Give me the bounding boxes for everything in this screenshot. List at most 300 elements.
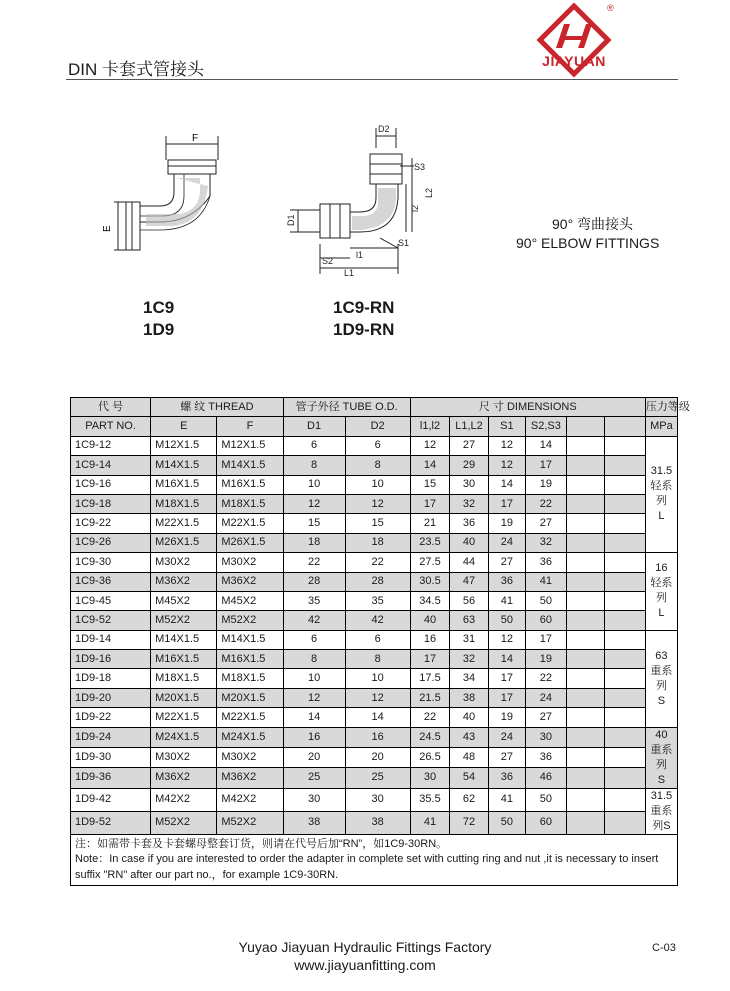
blank-cell <box>605 436 646 455</box>
brand-name: JIAYUAN <box>542 53 606 69</box>
value-cell: 12 <box>345 494 410 513</box>
blank-cell <box>605 591 646 610</box>
note-en: Note：In case if you are interested to order the adapter in complete set with cutting ring and nut ,it is necessary to insert suffix "RN" after our part no.，for example 1C9-30RN. <box>75 853 659 881</box>
table-row <box>71 553 678 572</box>
value-cell: 38 <box>450 688 488 707</box>
value-cell: M18X1.5 <box>151 494 217 513</box>
blank-cell <box>566 456 604 475</box>
blank-cell <box>605 494 646 513</box>
value-cell: 12 <box>488 456 525 475</box>
column-header: PART NO. <box>71 417 151 436</box>
value-cell: 17 <box>526 630 567 649</box>
pressure-line: S <box>657 694 666 707</box>
value-cell: 27 <box>526 514 567 533</box>
value-cell: 12 <box>283 688 345 707</box>
blank-cell <box>566 747 604 767</box>
header-code-cn: 代 号 <box>71 398 151 417</box>
blank-cell <box>605 630 646 649</box>
table-row <box>71 630 678 649</box>
value-cell: 27.5 <box>410 553 450 572</box>
blank-cell <box>605 514 646 533</box>
part-number-cell: 1C9-45 <box>71 591 151 610</box>
value-cell: 18 <box>283 533 345 552</box>
page-title: DIN 卡套式管接头 <box>68 60 204 79</box>
code-1c9: 1C9 <box>143 298 175 317</box>
value-cell: M52X2 <box>151 811 217 834</box>
value-cell: 44 <box>450 553 488 572</box>
table-row <box>71 611 678 630</box>
pressure-line: L <box>658 607 665 620</box>
value-cell: M30X2 <box>151 553 217 572</box>
value-cell: M16X1.5 <box>217 475 283 494</box>
blank-cell <box>605 533 646 552</box>
value-cell: 56 <box>450 591 488 610</box>
value-cell: M52X2 <box>151 611 217 630</box>
blank-cell <box>566 572 604 591</box>
table-row <box>71 572 678 591</box>
pressure-line: 重系列 <box>650 664 673 692</box>
part-number-cell: 1C9-16 <box>71 475 151 494</box>
table-row <box>71 669 678 688</box>
blank-cell <box>566 630 604 649</box>
value-cell: 6 <box>283 630 345 649</box>
value-cell: M36X2 <box>217 572 283 591</box>
part-number-cell: 1C9-52 <box>71 611 151 630</box>
blank-cell <box>605 475 646 494</box>
table-row <box>71 727 678 747</box>
value-cell: 20 <box>345 747 410 767</box>
value-cell: 22 <box>526 494 567 513</box>
code-1c9-rn: 1C9-RN <box>333 298 395 317</box>
part-number-cell: 1C9-22 <box>71 514 151 533</box>
table-row <box>71 475 678 494</box>
blank-cell <box>566 514 604 533</box>
blank-cell <box>566 788 604 811</box>
blank-cell <box>566 475 604 494</box>
column-header: S2,S3 <box>526 417 567 436</box>
blank-cell <box>566 591 604 610</box>
column-header: F <box>217 417 283 436</box>
dim-label-d1: D1 <box>286 214 296 226</box>
part-number-cell: 1D9-18 <box>71 669 151 688</box>
value-cell: M30X2 <box>151 747 217 767</box>
dimensions-table <box>70 397 690 886</box>
table-row <box>71 788 678 811</box>
value-cell: 30 <box>526 727 567 747</box>
value-cell: 15 <box>410 475 450 494</box>
blank-cell <box>566 611 604 630</box>
value-cell: 36 <box>526 553 567 572</box>
value-cell: 42 <box>283 611 345 630</box>
table-row <box>71 456 678 475</box>
pressure-line: 重系列S <box>650 804 673 832</box>
note-cell <box>71 834 678 886</box>
value-cell: 34 <box>450 669 488 688</box>
value-cell: 29 <box>450 456 488 475</box>
blank-cell <box>566 436 604 455</box>
blank-cell <box>566 494 604 513</box>
value-cell: 25 <box>345 768 410 788</box>
value-cell: M52X2 <box>217 811 283 834</box>
value-cell: 60 <box>526 811 567 834</box>
value-cell: 35 <box>283 591 345 610</box>
dim-label-s3: S3 <box>414 162 426 172</box>
value-cell: 8 <box>283 650 345 669</box>
value-cell: 19 <box>488 708 525 727</box>
value-cell: 38 <box>345 811 410 834</box>
value-cell: M52X2 <box>217 611 283 630</box>
pressure-line: 40 <box>655 728 668 741</box>
value-cell: 19 <box>526 650 567 669</box>
value-cell: 21.5 <box>410 688 450 707</box>
value-cell: M22X1.5 <box>217 708 283 727</box>
value-cell: 8 <box>345 456 410 475</box>
value-cell: 32 <box>526 533 567 552</box>
value-cell: M30X2 <box>217 747 283 767</box>
value-cell: 30.5 <box>410 572 450 591</box>
value-cell: 17 <box>410 650 450 669</box>
blank-cell <box>566 553 604 572</box>
value-cell: 27 <box>488 747 525 767</box>
value-cell: 6 <box>345 436 410 455</box>
blank-cell <box>566 533 604 552</box>
value-cell: 41 <box>488 788 525 811</box>
part-number-cell: 1D9-16 <box>71 650 151 669</box>
value-cell: M45X2 <box>217 591 283 610</box>
value-cell: 36 <box>526 747 567 767</box>
part-number-cell: 1C9-26 <box>71 533 151 552</box>
pressure-line: 31.5 <box>650 789 673 802</box>
value-cell: 19 <box>488 514 525 533</box>
value-cell: 22 <box>410 708 450 727</box>
value-cell: 24 <box>488 727 525 747</box>
value-cell: 14 <box>345 708 410 727</box>
pressure-class-cell <box>645 630 677 727</box>
value-cell: M24X1.5 <box>151 727 217 747</box>
header-thread: 螺 纹 THREAD <box>151 398 283 417</box>
value-cell: 50 <box>526 788 567 811</box>
value-cell: 17.5 <box>410 669 450 688</box>
dim-label-e: E <box>102 225 113 232</box>
value-cell: 60 <box>526 611 567 630</box>
blank-cell <box>605 611 646 630</box>
pressure-line: S <box>657 773 666 786</box>
value-cell: 22 <box>345 553 410 572</box>
value-cell: 40 <box>450 708 488 727</box>
blank-cell <box>566 669 604 688</box>
part-number-cell: 1D9-42 <box>71 788 151 811</box>
dim-label-l1: L1 <box>344 268 355 278</box>
value-cell: M18X1.5 <box>217 494 283 513</box>
value-cell: 10 <box>345 669 410 688</box>
column-header: E <box>151 417 217 436</box>
value-cell: M24X1.5 <box>217 727 283 747</box>
pressure-class-cell <box>645 727 677 788</box>
value-cell: 28 <box>345 572 410 591</box>
value-cell: 24 <box>526 688 567 707</box>
page-number: C-03 <box>652 942 676 954</box>
table-row <box>71 688 678 707</box>
value-cell: M26X1.5 <box>151 533 217 552</box>
value-cell: 17 <box>526 456 567 475</box>
value-cell: 8 <box>283 456 345 475</box>
value-cell: 24 <box>488 533 525 552</box>
note-cn: 注：如需带卡套及卡套螺母整套订货，则请在代号后加“RN”，如1C9-30RN。 <box>75 837 448 850</box>
blank-cell <box>605 811 646 834</box>
part-number-cell: 1D9-52 <box>71 811 151 834</box>
value-cell: M36X2 <box>151 572 217 591</box>
table-row <box>71 708 678 727</box>
part-number-cell: 1C9-30 <box>71 553 151 572</box>
part-number-cell: 1D9-24 <box>71 727 151 747</box>
blank-cell <box>605 688 646 707</box>
blank-cell <box>605 669 646 688</box>
value-cell: M12X1.5 <box>217 436 283 455</box>
value-cell: M22X1.5 <box>217 514 283 533</box>
value-cell: 36 <box>488 572 525 591</box>
value-cell: 27 <box>488 553 525 572</box>
value-cell: M36X2 <box>217 768 283 788</box>
value-cell: 42 <box>345 611 410 630</box>
table-row <box>71 811 678 834</box>
part-codes-right <box>333 297 394 341</box>
blank-cell <box>605 572 646 591</box>
value-cell: M45X2 <box>151 591 217 610</box>
value-cell: 18 <box>345 533 410 552</box>
value-cell: 35 <box>345 591 410 610</box>
dim-label-s2: S2 <box>322 256 334 266</box>
blank-cell <box>605 788 646 811</box>
value-cell: 12 <box>283 494 345 513</box>
blank-cell <box>605 456 646 475</box>
value-cell: 41 <box>488 591 525 610</box>
value-cell: 24.5 <box>410 727 450 747</box>
table-row <box>71 747 678 767</box>
value-cell: 17 <box>488 688 525 707</box>
dim-label-l1-small: l1 <box>356 250 364 260</box>
footer-company: Yuyao Jiayuan Hydraulic Fittings Factory <box>238 939 492 955</box>
value-cell: M20X1.5 <box>151 688 217 707</box>
header-tube: 管子外径 TUBE O.D. <box>283 398 410 417</box>
value-cell: 14 <box>526 436 567 455</box>
part-number-cell: 1C9-14 <box>71 456 151 475</box>
pressure-class-cell <box>645 436 677 552</box>
dim-label-l2-small: l2 <box>410 204 420 212</box>
column-header: D2 <box>345 417 410 436</box>
value-cell: 25 <box>283 768 345 788</box>
part-number-cell: 1D9-14 <box>71 630 151 649</box>
table-row <box>71 436 678 455</box>
pressure-line: 轻系列 <box>650 480 673 508</box>
column-header-blank <box>605 417 646 436</box>
part-number-cell: 1C9-12 <box>71 436 151 455</box>
dim-label-s1: S1 <box>398 238 410 248</box>
blank-cell <box>566 708 604 727</box>
table-row <box>71 650 678 669</box>
pressure-line: 重系列 <box>650 743 673 771</box>
table-row <box>71 533 678 552</box>
blank-cell <box>605 768 646 788</box>
code-1d9-rn: 1D9-RN <box>333 320 395 339</box>
value-cell: M16X1.5 <box>151 650 217 669</box>
value-cell: M18X1.5 <box>151 669 217 688</box>
value-cell: 27 <box>450 436 488 455</box>
value-cell: 34.5 <box>410 591 450 610</box>
value-cell: 32 <box>450 494 488 513</box>
value-cell: M14X1.5 <box>151 456 217 475</box>
blank-cell <box>566 811 604 834</box>
blank-cell <box>605 708 646 727</box>
value-cell: 17 <box>488 494 525 513</box>
column-header: MPa <box>645 417 677 436</box>
value-cell: 12 <box>410 436 450 455</box>
value-cell: 23.5 <box>410 533 450 552</box>
blank-cell <box>605 727 646 747</box>
blank-cell <box>566 650 604 669</box>
value-cell: 16 <box>283 727 345 747</box>
value-cell: M36X2 <box>151 768 217 788</box>
value-cell: 38 <box>283 811 345 834</box>
blank-cell <box>566 688 604 707</box>
value-cell: 30 <box>345 788 410 811</box>
note-row <box>71 834 678 886</box>
value-cell: 40 <box>450 533 488 552</box>
pressure-class-cell <box>645 553 677 631</box>
value-cell: M18X1.5 <box>217 669 283 688</box>
column-header: l1,l2 <box>410 417 450 436</box>
value-cell: 50 <box>526 591 567 610</box>
value-cell: M22X1.5 <box>151 514 217 533</box>
value-cell: 19 <box>526 475 567 494</box>
value-cell: 10 <box>345 475 410 494</box>
value-cell: 26.5 <box>410 747 450 767</box>
value-cell: M16X1.5 <box>151 475 217 494</box>
table-row <box>71 494 678 513</box>
header-divider <box>66 79 678 80</box>
part-number-cell: 1D9-20 <box>71 688 151 707</box>
registered-mark: ® <box>607 3 614 13</box>
value-cell: 12 <box>488 436 525 455</box>
value-cell: 14 <box>283 708 345 727</box>
value-cell: 14 <box>410 456 450 475</box>
value-cell: 14 <box>488 650 525 669</box>
value-cell: 14 <box>488 475 525 494</box>
value-cell: 22 <box>526 669 567 688</box>
value-cell: 36 <box>488 768 525 788</box>
caption-cn: 90° 弯曲接头 <box>552 216 634 232</box>
part-codes-left <box>143 297 174 341</box>
part-number-cell: 1C9-36 <box>71 572 151 591</box>
value-cell: M14X1.5 <box>217 630 283 649</box>
value-cell: 30 <box>450 475 488 494</box>
value-cell: 15 <box>283 514 345 533</box>
value-cell: 20 <box>283 747 345 767</box>
value-cell: M14X1.5 <box>217 456 283 475</box>
value-cell: 17 <box>410 494 450 513</box>
dim-label-f: F <box>192 133 199 144</box>
part-number-cell: 1C9-18 <box>71 494 151 513</box>
blank-cell <box>605 747 646 767</box>
value-cell: 40 <box>410 611 450 630</box>
value-cell: M42X2 <box>217 788 283 811</box>
value-cell: 72 <box>450 811 488 834</box>
value-cell: 16 <box>410 630 450 649</box>
value-cell: 41 <box>410 811 450 834</box>
column-header-blank <box>566 417 604 436</box>
column-header-row <box>71 417 678 436</box>
value-cell: 30 <box>410 768 450 788</box>
value-cell: 50 <box>488 611 525 630</box>
value-cell: 36 <box>450 514 488 533</box>
value-cell: 27 <box>526 708 567 727</box>
value-cell: 8 <box>345 650 410 669</box>
value-cell: 12 <box>345 688 410 707</box>
part-number-cell: 1D9-22 <box>71 708 151 727</box>
value-cell: M12X1.5 <box>151 436 217 455</box>
value-cell: 12 <box>488 630 525 649</box>
blank-cell <box>566 768 604 788</box>
blank-cell <box>566 727 604 747</box>
part-number-cell: 1D9-30 <box>71 747 151 767</box>
header-dimensions: 尺 寸 DIMENSIONS <box>410 398 645 417</box>
value-cell: 22 <box>283 553 345 572</box>
value-cell: M30X2 <box>217 553 283 572</box>
pressure-line: 16 <box>655 562 668 575</box>
value-cell: 21 <box>410 514 450 533</box>
value-cell: 50 <box>488 811 525 834</box>
blank-cell <box>605 553 646 572</box>
value-cell: M16X1.5 <box>217 650 283 669</box>
group-header-row <box>71 398 678 417</box>
value-cell: M20X1.5 <box>217 688 283 707</box>
pressure-class-cell <box>645 788 677 834</box>
elbow-drawing-1c9 <box>100 130 240 280</box>
pressure-line: 轻系列 <box>650 577 673 605</box>
value-cell: 10 <box>283 669 345 688</box>
value-cell: 16 <box>345 727 410 747</box>
table-row <box>71 514 678 533</box>
footer-website: www.jiayuanfitting.com <box>294 957 436 973</box>
value-cell: 10 <box>283 475 345 494</box>
dim-label-d2: D2 <box>378 124 390 134</box>
dim-label-l2: L2 <box>424 187 434 198</box>
value-cell: 43 <box>450 727 488 747</box>
value-cell: 35.5 <box>410 788 450 811</box>
value-cell: 15 <box>345 514 410 533</box>
value-cell: 47 <box>450 572 488 591</box>
value-cell: 54 <box>450 768 488 788</box>
column-header: S1 <box>488 417 525 436</box>
header-pressure: 压力等级 <box>645 398 677 417</box>
pressure-line: 31.5 <box>650 465 673 478</box>
value-cell: 62 <box>450 788 488 811</box>
part-number-cell: 1D9-36 <box>71 768 151 788</box>
value-cell: 32 <box>450 650 488 669</box>
value-cell: 48 <box>450 747 488 767</box>
table-row <box>71 591 678 610</box>
value-cell: 41 <box>526 572 567 591</box>
code-1d9: 1D9 <box>143 320 175 339</box>
pressure-line: 63 <box>655 649 668 662</box>
value-cell: 31 <box>450 630 488 649</box>
column-header: L1,L2 <box>450 417 488 436</box>
value-cell: M26X1.5 <box>217 533 283 552</box>
table-row <box>71 768 678 788</box>
elbow-drawing-1c9-rn <box>280 118 440 278</box>
value-cell: 63 <box>450 611 488 630</box>
column-header: D1 <box>283 417 345 436</box>
value-cell: M14X1.5 <box>151 630 217 649</box>
